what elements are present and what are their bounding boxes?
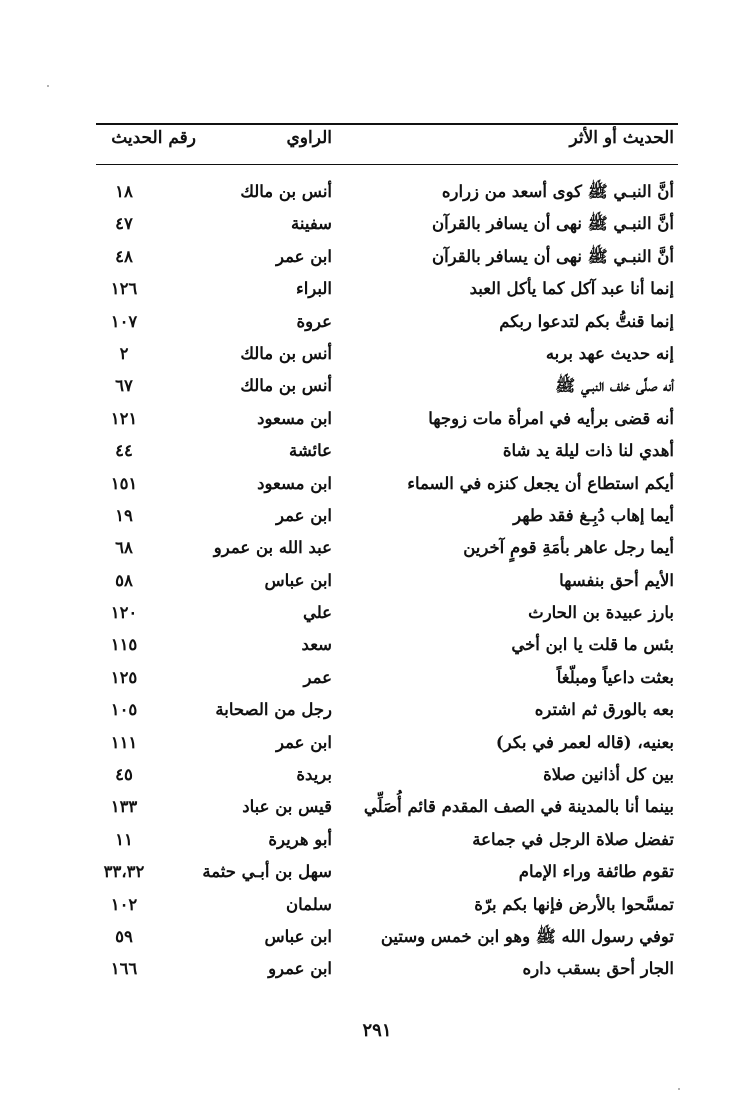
table-row: [96, 407, 678, 439]
hadith-number: ١٩: [115, 505, 133, 525]
hadith-number: ١٨: [115, 182, 133, 201]
narrator-name: بريدة: [296, 765, 332, 785]
hadith-text: بين كل أذانين صلاة: [543, 765, 674, 785]
hadith-number: ١٢١: [110, 408, 138, 428]
header-number: رقم الحديث: [111, 128, 196, 148]
table-row: [96, 245, 678, 277]
table-row: [96, 860, 678, 892]
table-row: [96, 698, 678, 730]
hadith-text: أنه صلَّى خلف النبـي ﷺ: [555, 376, 674, 396]
hadith-text: بعنيه، (قاله لعمر في بكر): [495, 732, 674, 752]
table-row: [96, 439, 678, 471]
narrator-name: أبو هريرة: [268, 829, 332, 849]
hadith-number: ٥٨: [115, 570, 133, 590]
table-row: [96, 957, 678, 989]
table-row: [96, 795, 678, 827]
hadith-text: بارز عبيدة بن الحارث: [528, 603, 674, 623]
hadith-text: بعثت داعياً ومبلّغاً: [556, 667, 674, 687]
narrator-name: ابن عباس: [264, 926, 332, 946]
narrator-name: ابن عباس: [264, 570, 332, 590]
narrator-name: ابن مسعود: [257, 408, 332, 428]
narrator-name: سلمان: [286, 894, 332, 914]
table-row: [96, 763, 678, 795]
hadith-text: أهدي لنا ذات ليلة يد شاة: [502, 441, 674, 461]
table-row: [96, 828, 678, 860]
hadith-number: ١٢٦: [110, 279, 138, 299]
table-header-rule: [96, 164, 678, 165]
narrator-name: عائشة: [288, 441, 332, 461]
narrator-name: ابن مسعود: [257, 473, 332, 493]
table-row: [96, 504, 678, 536]
hadith-number: ١٦٦: [110, 959, 138, 979]
hadith-number: ١٠٢: [110, 894, 138, 914]
hadith-text: أنه قضى برأيه في امرأة مات زوجها: [428, 408, 674, 428]
hadith-text: إنما أنا عبد آكل كما يأكل العبد: [469, 279, 674, 299]
narrator-name: عبد الله بن عمرو: [213, 538, 332, 558]
table-body: [96, 180, 678, 990]
hadith-number: ٢: [119, 343, 129, 363]
hadith-number: ٤٤: [115, 441, 133, 461]
narrator-name: أنس بن مالك: [240, 343, 332, 363]
narrator-name: قيس بن عباد: [242, 797, 332, 817]
narrator-name: ابن عمر: [276, 732, 332, 752]
page-number: ٢٩١: [362, 1020, 392, 1041]
narrator-name: سهل بن أبـي حثمة: [202, 862, 332, 882]
scan-speck: [47, 85, 49, 87]
scan-speck: [678, 1088, 680, 1090]
hadith-text: الأيم أحق بنفسها: [559, 570, 674, 590]
table-row: [96, 925, 678, 957]
hadith-number: ٤٧: [115, 214, 133, 234]
narrator-name: عمر: [303, 667, 332, 687]
hadith-number: ١٣٣: [110, 797, 138, 817]
table-row: [96, 180, 678, 212]
hadith-text: أنَّ النبـي ﷺ كوى أسعد من زراره: [441, 182, 674, 201]
table-header: [96, 128, 678, 160]
hadith-text: إنه حديث عهد بربه: [545, 343, 674, 363]
narrator-name: ابن عمرو: [268, 959, 332, 979]
hadith-number: ١٠٥: [110, 700, 138, 720]
hadith-text: أنَّ النبـي ﷺ نهى أن يسافر بالقرآن: [431, 214, 674, 234]
hadith-text: بئس ما قلت يا ابن أخي: [511, 635, 674, 655]
hadith-text: تفضل صلاة الرجل في جماعة: [472, 829, 674, 849]
hadith-number: ٦٧: [115, 376, 133, 396]
hadith-number: ١١٥: [110, 635, 138, 655]
table-row: [96, 601, 678, 633]
table-top-rule: [96, 123, 678, 125]
hadith-text: بينما أنا بالمدينة في الصف المقدم قائم أُصَلِّي: [363, 797, 674, 817]
hadith-number: ١٢٥: [110, 667, 138, 687]
table-row: [96, 536, 678, 568]
table-row: [96, 472, 678, 504]
narrator-name: سعد: [301, 635, 332, 655]
hadith-text: تمسَّحوا بالأرض فإنها بكم برّة: [474, 894, 674, 914]
hadith-number: ١١: [115, 829, 133, 849]
hadith-number: ٣٣،٣٢: [103, 862, 145, 882]
hadith-number: ٥٩: [115, 926, 133, 946]
hadith-text: أيما إهاب دُبِـغ فقد طهر: [513, 505, 674, 525]
header-hadith: الحديث أو الأثر: [569, 128, 674, 148]
narrator-name: أنس بن مالك: [240, 376, 332, 396]
hadith-text: أنَّ النبـي ﷺ نهى أن يسافر بالقرآن: [431, 246, 674, 266]
narrator-name: ابن عمر: [276, 246, 332, 266]
narrator-name: ابن عمر: [276, 505, 332, 525]
hadith-text: الجار أحق بسقب داره: [522, 959, 674, 979]
table-row: [96, 633, 678, 665]
hadith-number: ٤٥: [115, 765, 133, 785]
narrator-name: رجل من الصحابة: [215, 700, 332, 720]
table-row: [96, 893, 678, 925]
header-narrator: الراوي: [286, 128, 332, 148]
table-row: [96, 277, 678, 309]
hadith-text: توفي رسول الله ﷺ وهو ابن خمس وستين: [380, 926, 674, 946]
table-row: [96, 569, 678, 601]
hadith-number: ١١١: [110, 732, 138, 752]
hadith-text: إنما قنتُّ بكم لتدعوا ربكم: [499, 311, 674, 331]
table-row: [96, 666, 678, 698]
hadith-number: ٦٨: [115, 538, 133, 558]
hadith-text: أيكم استطاع أن يجعل كنزه في السماء: [407, 473, 674, 493]
narrator-name: عروة: [296, 311, 332, 331]
hadith-number: ٤٨: [115, 246, 133, 266]
hadith-number: ١٢٠: [110, 603, 138, 623]
hadith-text: بعه بالورق ثم اشتره: [534, 700, 674, 720]
table-row: [96, 310, 678, 342]
narrator-name: أنس بن مالك: [240, 182, 332, 201]
table-row: [96, 731, 678, 763]
hadith-number: ١٥١: [110, 473, 138, 493]
hadith-number: ١٠٧: [110, 311, 138, 331]
table-row: [96, 212, 678, 244]
narrator-name: علي: [302, 603, 332, 623]
hadith-text: أيما رجل عاهر بأمَةِ قومٍ آخرين: [463, 538, 674, 558]
narrator-name: سفينة: [291, 214, 332, 234]
narrator-name: البراء: [295, 279, 332, 299]
table-row: [96, 374, 678, 406]
table-row: [96, 342, 678, 374]
hadith-text: تقوم طائفة وراء الإمام: [518, 862, 674, 882]
